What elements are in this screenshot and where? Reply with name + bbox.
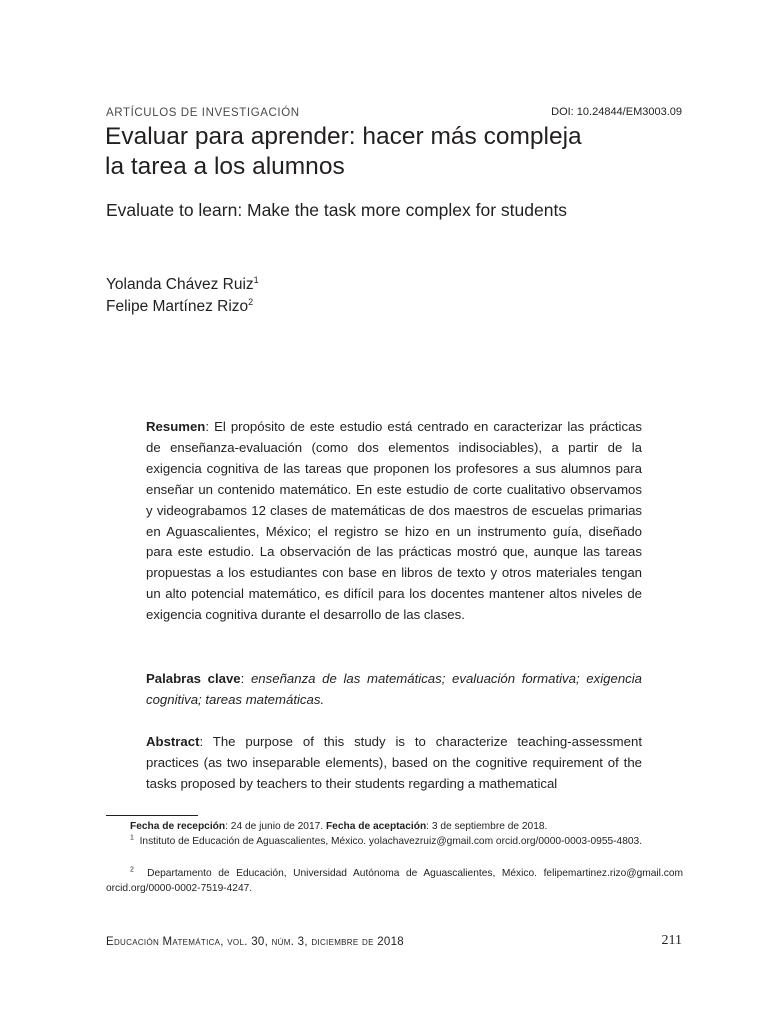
title-line-2: la tarea a los alumnos bbox=[105, 153, 345, 180]
author-2-footnote-mark[interactable]: 2 bbox=[248, 296, 254, 307]
footnote-2-mark: 2 bbox=[130, 866, 134, 874]
keywords-paragraph bbox=[146, 669, 642, 711]
footnote-dates bbox=[106, 819, 683, 834]
section-label: ARTÍCULOS DE INVESTIGACIÓN bbox=[106, 107, 300, 119]
author-2-name: Felipe Martínez Rizo bbox=[106, 298, 249, 315]
keywords-label: Palabras clave bbox=[146, 671, 241, 686]
author-2 bbox=[106, 298, 253, 316]
footnote-1-mark: 1 bbox=[130, 834, 134, 842]
keywords-sep: : bbox=[240, 671, 251, 686]
page-number: 211 bbox=[661, 933, 682, 948]
footnote-1 bbox=[106, 834, 683, 849]
recepcion-value: : 24 de junio de 2017. bbox=[225, 821, 326, 832]
footnote-2-text: Departamento de Educación, Universidad Autónoma de Aguascalientes, México. felipemartinez.rizo@gmail.com orcid.org/0000-0002-7519-4247. bbox=[106, 868, 683, 894]
footnote-2 bbox=[106, 866, 683, 896]
aceptacion-label: Fecha de aceptación bbox=[325, 821, 427, 832]
author-1 bbox=[106, 276, 259, 294]
recepcion-label: Fecha de recepción bbox=[130, 821, 226, 832]
aceptacion-value: : 3 de septiembre de 2018. bbox=[426, 821, 548, 832]
title-line-1: Evaluar para aprender: hacer más compleja bbox=[105, 123, 582, 150]
author-1-footnote-mark[interactable]: 1 bbox=[253, 274, 259, 285]
article-title-es bbox=[105, 122, 665, 182]
resumen-label: Resumen bbox=[146, 419, 206, 434]
footnote-divider bbox=[106, 815, 198, 816]
abstract-text: : The purpose of this study is to characterize teaching-assessment practices (as two inseparable elements), based on the cognitive requirement of the tasks proposed by teachers to their students regarding a mathematical bbox=[146, 734, 642, 791]
author-1-name: Yolanda Chávez Ruiz bbox=[106, 276, 254, 293]
footnote-1-text: Instituto de Educación de Aguascalientes, México. yolachavezruiz@gmail.com orcid.org/0000-0003-0955-4803. bbox=[139, 836, 643, 847]
abstract-label: Abstract bbox=[146, 734, 200, 749]
abstract-paragraph bbox=[146, 732, 642, 795]
keywords-text: enseñanza de las matemáticas; evaluación formativa; exigencia cognitiva; tareas matemáticas. bbox=[146, 671, 643, 707]
doi[interactable]: DOI: 10.24844/EM3003.09 bbox=[551, 106, 682, 118]
article-title-en: Evaluate to learn: Make the task more complex for students bbox=[106, 200, 568, 220]
resumen-text: : El propósito de este estudio está centrado en caracterizar las prácticas de enseñanza-evaluación (como dos elementos indisociables), a partir de la exigencia cognitiva de las tareas que proponen los profesores a sus alumnos para enseñar un contenido matemático. En este estudio de corte cualitativo observamos y videograbamos 12 clases de matemáticas de dos maestros de escuelas primarias en Aguascalientes, México; el registro se hizo en un instrumento guía, diseñado para este estudio. La observación de las prácticas mostró que, aunque las tareas propuestas a los estudiantes con base en libros de texto y otros materiales tengan un alto potencial matemático, es difícil para los docentes mantener altos niveles de exigencia cognitiva durante el desarrollo de las clases. bbox=[146, 419, 642, 623]
resumen-paragraph bbox=[146, 417, 642, 626]
journal-citation: Educación Matemática, vol. 30, núm. 3, diciembre de 2018 bbox=[106, 936, 404, 948]
